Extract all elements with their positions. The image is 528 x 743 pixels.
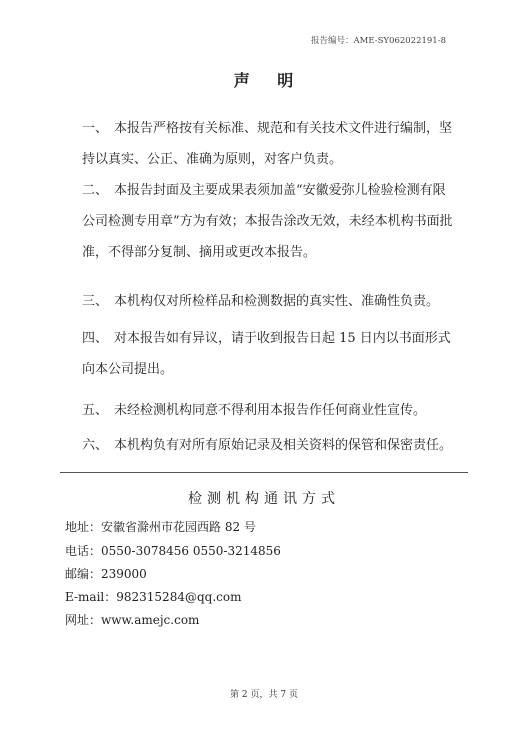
clause-number: 三、 <box>82 294 109 309</box>
clause-text: 对本报告如有异议，请于收到报告日起 15 日内以书面形式向本公司提出。 <box>82 331 451 377</box>
clause-number: 四、 <box>82 331 109 346</box>
report-number: 报告编号：AME-SY062022191-8 <box>311 36 446 46</box>
clause-4 <box>82 323 454 385</box>
contact-address: 地址：安徽省滁州市花园西路 82 号 <box>65 520 256 534</box>
contact-website: 网址：www.amejc.com <box>65 613 200 627</box>
clause-5 <box>82 395 454 426</box>
page-number: 第 2 页，共 7 页 <box>230 690 298 700</box>
contact-phone: 电话：0550-3078456 0550-3214856 <box>65 544 281 558</box>
contact-title: 检测机构通讯方式 <box>188 491 340 507</box>
clause-text: 本机构负有对所有原始记录及相关资料的保管和保密责任。 <box>114 438 453 453</box>
title-char-2: 明 <box>277 71 295 90</box>
clause-3 <box>82 286 454 317</box>
clause-text: 本报告严格按有关标准、规范和有关技术文件进行编制，坚持以真实、公正、准确为原则，对客户负责。 <box>82 121 453 167</box>
page-title <box>0 68 528 91</box>
clause-text: 本机构仅对所检样品和检测数据的真实性、准确性负责。 <box>114 294 440 309</box>
title-char-1: 声 <box>233 71 251 90</box>
clause-text: 本报告封面及主要成果表须加盖“安徽爱弥儿检验检测有限公司检测专用章”方为有效；本报告涂改无效，未经本机构书面批准，不得部分复制、摘用或更改本报告。 <box>82 183 453 260</box>
clause-1 <box>82 113 454 175</box>
section-divider <box>60 472 468 473</box>
clause-number: 五、 <box>82 403 109 418</box>
clause-2 <box>82 175 454 268</box>
clause-number: 二、 <box>82 183 109 198</box>
contact-email: E-mail：982315284@qq.com <box>65 590 242 604</box>
clause-text: 未经检测机构同意不得利用本报告作任何商业性宣传。 <box>114 403 427 418</box>
clause-number: 一、 <box>82 121 109 136</box>
clause-number: 六、 <box>82 438 109 453</box>
contact-postcode: 邮编：239000 <box>65 567 147 581</box>
clause-6 <box>82 430 454 461</box>
